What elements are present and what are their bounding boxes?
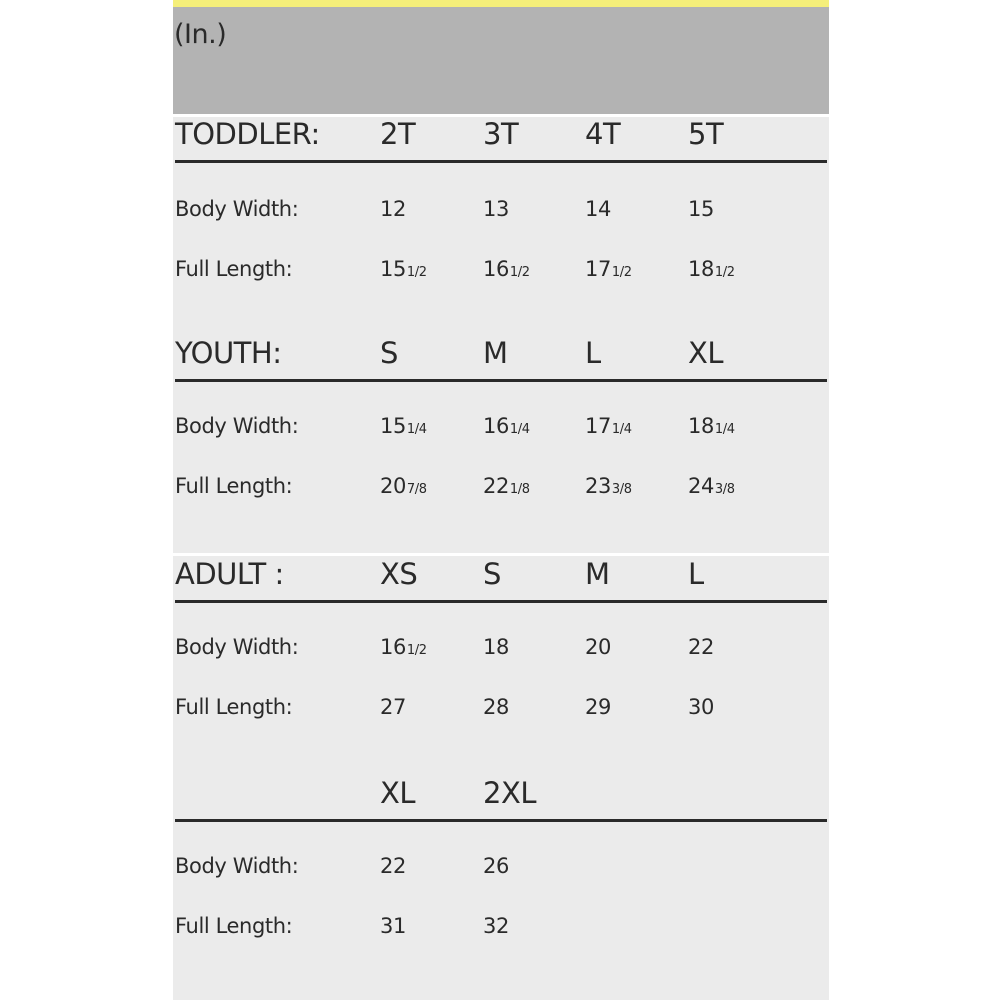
body-width-row xyxy=(173,635,829,665)
section-header xyxy=(173,117,829,161)
size-chart-sheet xyxy=(173,0,829,1000)
measurement-value: 221/8 xyxy=(483,474,530,498)
measurement-value: 151/2 xyxy=(380,257,427,281)
measurement-value: 15 xyxy=(688,197,714,221)
section-header xyxy=(173,776,829,820)
measurement-value: 13 xyxy=(483,197,509,221)
size-header: 5T xyxy=(688,117,724,151)
row-label: Body Width: xyxy=(175,854,299,878)
row-label: Body Width: xyxy=(175,197,299,221)
header-rule xyxy=(175,160,827,163)
full-length-row xyxy=(173,914,829,944)
full-length-row xyxy=(173,474,829,504)
section-label: TODDLER: xyxy=(175,117,320,151)
size-header: S xyxy=(380,336,398,370)
measurement-value: 30 xyxy=(688,695,714,719)
size-header: 2T xyxy=(380,117,416,151)
size-header: L xyxy=(688,557,704,591)
row-label: Full Length: xyxy=(175,474,293,498)
header-rule xyxy=(175,600,827,603)
divider-gap xyxy=(173,553,829,556)
measurement-value: 181/2 xyxy=(688,257,735,281)
full-length-row xyxy=(173,695,829,725)
top-accent-strip xyxy=(173,0,829,7)
size-header: XS xyxy=(380,557,418,591)
section-label: YOUTH: xyxy=(175,336,282,370)
measurement-value: 32 xyxy=(483,914,509,938)
row-label: Full Length: xyxy=(175,695,293,719)
measurement-value: 12 xyxy=(380,197,406,221)
row-label: Body Width: xyxy=(175,635,299,659)
size-header: XL xyxy=(688,336,724,370)
measurement-value: 171/4 xyxy=(585,414,632,438)
measurement-value: 161/2 xyxy=(380,635,427,659)
size-header: M xyxy=(483,336,508,370)
measurement-value: 243/8 xyxy=(688,474,735,498)
size-header: 3T xyxy=(483,117,519,151)
body-width-row xyxy=(173,414,829,444)
unit-band xyxy=(173,7,829,114)
section-header xyxy=(173,557,829,601)
size-header: L xyxy=(585,336,601,370)
measurement-value: 233/8 xyxy=(585,474,632,498)
size-header: 2XL xyxy=(483,776,536,810)
body-width-row xyxy=(173,854,829,884)
measurement-value: 26 xyxy=(483,854,509,878)
measurement-value: 27 xyxy=(380,695,406,719)
size-header: XL xyxy=(380,776,416,810)
measurement-value: 22 xyxy=(380,854,406,878)
unit-label: (In.) xyxy=(174,19,227,50)
measurement-value: 18 xyxy=(483,635,509,659)
measurement-value: 161/2 xyxy=(483,257,530,281)
body-width-row xyxy=(173,197,829,227)
measurement-value: 207/8 xyxy=(380,474,427,498)
measurement-value: 181/4 xyxy=(688,414,735,438)
row-label: Full Length: xyxy=(175,914,293,938)
full-length-row xyxy=(173,257,829,287)
row-label: Full Length: xyxy=(175,257,293,281)
measurement-value: 28 xyxy=(483,695,509,719)
measurement-value: 22 xyxy=(688,635,714,659)
measurement-value: 161/4 xyxy=(483,414,530,438)
header-rule xyxy=(175,379,827,382)
size-header: S xyxy=(483,557,501,591)
measurement-value: 171/2 xyxy=(585,257,632,281)
section-label: ADULT : xyxy=(175,557,284,591)
measurement-value: 151/4 xyxy=(380,414,427,438)
measurement-value: 14 xyxy=(585,197,611,221)
measurement-value: 31 xyxy=(380,914,406,938)
size-header: M xyxy=(585,557,610,591)
header-rule xyxy=(175,819,827,822)
row-label: Body Width: xyxy=(175,414,299,438)
section-header xyxy=(173,336,829,380)
measurement-value: 20 xyxy=(585,635,611,659)
size-header: 4T xyxy=(585,117,621,151)
measurement-value: 29 xyxy=(585,695,611,719)
